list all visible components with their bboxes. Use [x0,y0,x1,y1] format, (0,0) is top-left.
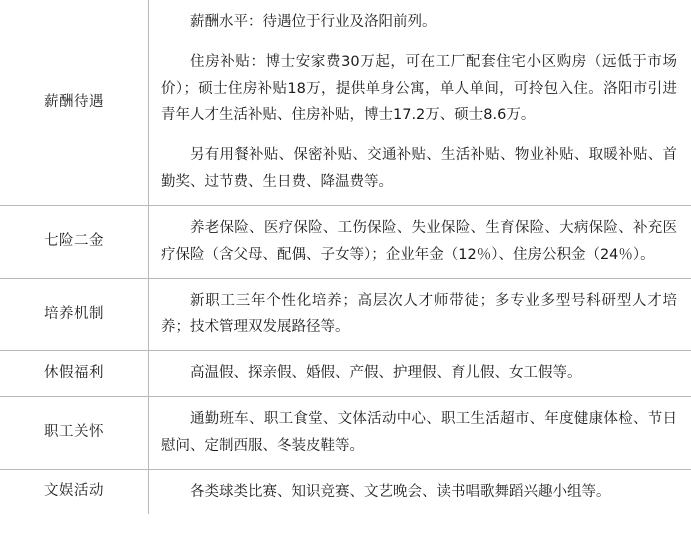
table-row [0,205,691,278]
row-content-leave [149,351,691,397]
row-content-care [149,396,691,469]
table-row [0,278,691,351]
paragraph: 通勤班车、职工食堂、文体活动中心、职工生活超市、年度健康体检、节日慰问、定制西服、冬装皮鞋等。 [161,410,677,454]
paragraph: 新职工三年个性化培养；高层次人才师带徒；多专业多型号科研型人才培养；技术管理双发展路径等。 [161,292,677,336]
paragraph: 各类球类比赛、知识竞赛、文艺晚会、读书唱歌舞蹈兴趣小组等。 [190,483,611,500]
row-label-training: 培养机制 [0,278,149,351]
paragraph: 住房补贴：博士安家费30万起，可在工厂配套住宅小区购房（远低于市场价）；硕士住房补贴18万，提供单身公寓，单人单间，可拎包入住。洛阳市引进青年人才生活补贴、住房补贴，博士17.2万、硕士8.6万。 [161,53,677,124]
row-content-recreation [149,469,691,514]
row-label-salary: 薪酬待遇 [0,0,149,205]
row-content-salary [149,0,691,205]
paragraph: 养老保险、医疗保险、工伤保险、失业保险、生育保险、大病保险、补充医疗保险（含父母、配偶、子女等）；企业年金（12％）、住房公积金（24％）。 [161,219,677,263]
row-label-leave: 休假福利 [0,351,149,397]
table-row [0,469,691,514]
row-label-care: 职工关怀 [0,396,149,469]
table-row [0,0,691,205]
row-content-insurance [149,205,691,278]
row-label-insurance: 七险二金 [0,205,149,278]
paragraph: 薪酬水平：待遇位于行业及洛阳前列。 [190,14,437,30]
table-row [0,351,691,397]
row-label-recreation: 文娱活动 [0,469,149,514]
paragraph: 另有用餐补贴、保密补贴、交通补贴、生活补贴、物业补贴、取暖补贴、首勤奖、过节费、生日费、降温费等。 [161,147,677,191]
paragraph: 高温假、探亲假、婚假、产假、护理假、育儿假、女工假等。 [190,365,582,382]
row-content-training [149,278,691,351]
table-row [0,396,691,469]
